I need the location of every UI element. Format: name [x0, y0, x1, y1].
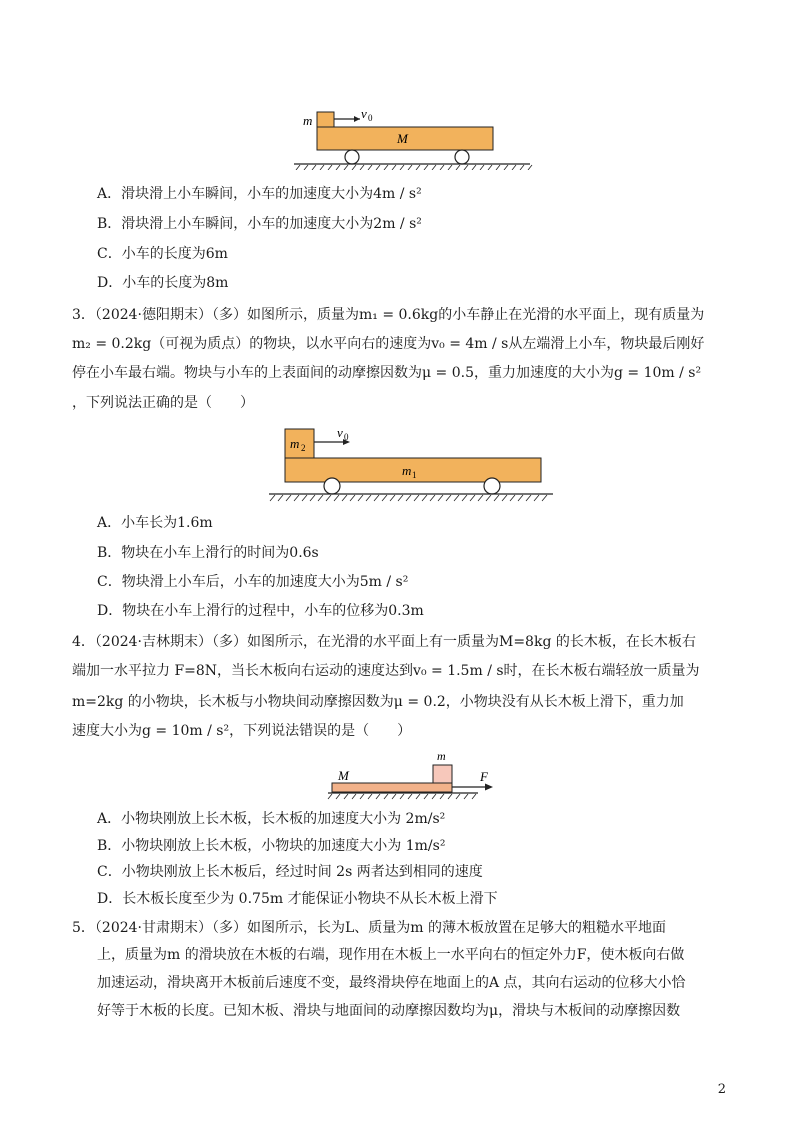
- arrow-right-icon: [354, 116, 360, 122]
- label-M: M: [397, 131, 408, 146]
- label-F: F: [480, 769, 488, 784]
- figure-board-block: [318, 747, 503, 805]
- question-4-line: 端加一水平拉力 F=8N，当长木板向右运动的速度达到v₀ = 1.5m / s时，在长木板右端轻放一质量为: [72, 663, 700, 679]
- option-2c: C．小车的长度为6m: [97, 246, 228, 262]
- label-m1-sub: 1: [412, 470, 417, 480]
- question-5-line: 5．（2024·甘肃期末）（多）如图所示，长为L、质量为m 的薄木板放置在足够大的粗糙水平地面: [72, 920, 667, 936]
- option-4c: C．小物块刚放上长木板后，经过时间 2s 两者达到相同的速度: [97, 864, 483, 880]
- label-m: m: [303, 113, 313, 128]
- label-v: v: [337, 425, 343, 440]
- option-4b: B．小物块刚放上长木板，小物块的加速度大小为 1m/s²: [97, 838, 446, 854]
- wheel: [484, 478, 500, 494]
- label-v-sub: 0: [368, 113, 373, 123]
- option-3d: D．物块在小车上滑行的过程中，小车的位移为0.3m: [97, 603, 424, 619]
- option-3b: B．物块在小车上滑行的时间为0.6s: [97, 545, 319, 561]
- arrow-right-icon: [485, 784, 493, 791]
- label-v: v: [361, 108, 367, 121]
- option-3c: C．物块滑上小车后，小车的加速度大小为5m / s²: [97, 574, 409, 590]
- option-4d: D．长木板长度至少为 0.75m 才能保证小物块不从长木板上滑下: [97, 891, 498, 907]
- option-4a: A．小物块刚放上长木板，长木板的加速度大小为 2m/s²: [97, 811, 446, 827]
- label-m1: m: [402, 463, 412, 478]
- board-M: [332, 783, 452, 792]
- figure-cart-block-2: [265, 425, 555, 505]
- wheel: [345, 150, 359, 164]
- question-5-line: 好等于木板的长度。已知木板、滑块与地面间的动摩擦因数均为μ，滑块与木板间的动摩擦因数: [97, 1003, 681, 1019]
- label-m: m: [437, 749, 446, 763]
- wheel: [324, 478, 340, 494]
- page-number: 2: [717, 1082, 726, 1097]
- label-m2: m: [290, 436, 300, 451]
- figure-cart-block-1: [290, 108, 540, 170]
- question-3-line: 3．（2024·德阳期末）（多）如图所示，质量为m₁ = 0.6kg的小车静止在光滑的水平面上，现有质量为: [72, 307, 705, 323]
- option-2a: A．滑块滑上小车瞬间，小车的加速度大小为4m / s²: [97, 186, 422, 202]
- label-v-sub: 0: [344, 432, 349, 442]
- option-2d: D．小车的长度为8m: [97, 275, 229, 291]
- wheel: [455, 150, 469, 164]
- label-M: M: [338, 768, 349, 783]
- block-m: [433, 765, 452, 783]
- question-4-line: m=2kg 的小物块，长木板与小物块间动摩擦因数为μ = 0.2，小物块没有从长木板上滑下，重力加: [72, 694, 684, 710]
- option-3a: A．小车长为1.6m: [97, 515, 213, 531]
- question-3-line: ，下列说法正确的是（ ）: [72, 395, 254, 411]
- question-4-line: 速度大小为g = 10m / s²，下列说法错误的是（ ）: [72, 723, 412, 739]
- question-5-line: 上，质量为m 的滑块放在木板的右端，现作用在木板上一水平向右的恒定外力F，使木板向右做: [97, 947, 685, 963]
- question-4-line: 4．（2024·吉林期末）（多）如图所示，在光滑的水平面上有一质量为M=8kg 的长木板，在长木板右: [72, 634, 696, 650]
- label-m2-sub: 2: [301, 443, 306, 453]
- option-2b: B．滑块滑上小车瞬间，小车的加速度大小为2m / s²: [97, 216, 422, 232]
- question-3-line: 停在小车最右端。物块与小车的上表面间的动摩擦因数为μ = 0.5，重力加速度的大小为g = 10m / s²: [72, 365, 702, 381]
- question-3-line: m₂ = 0.2kg（可视为质点）的物块，以水平向右的速度为v₀ = 4m / s从左端滑上小车，物块最后刚好: [72, 336, 705, 352]
- block-m: [317, 112, 334, 127]
- question-5-line: 加速运动，滑块离开木板前后速度不变，最终滑块停在地面上的A 点，其向右运动的位移大小恰: [97, 975, 686, 991]
